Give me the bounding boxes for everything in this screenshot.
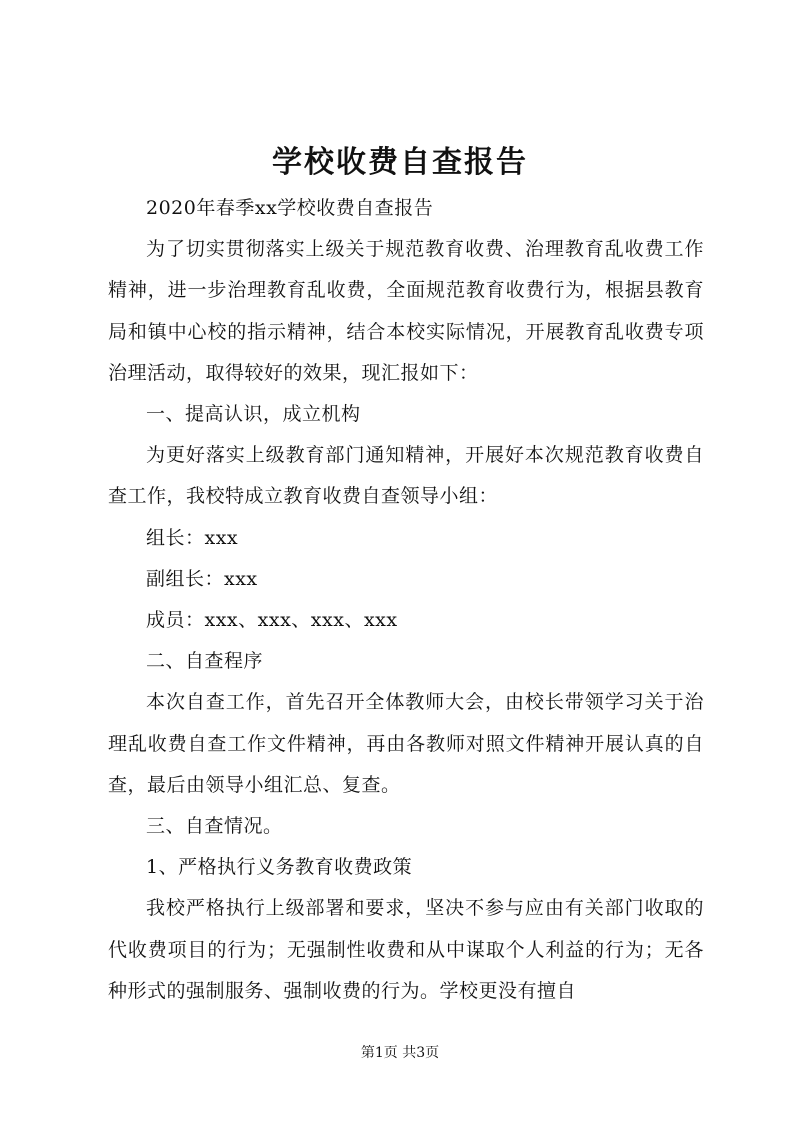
document-title: 学校收费自查报告 — [272, 145, 528, 180]
paragraph-subsection-1: 我校严格执行上级部署和要求，坚决不参与应由有关部门收取的代收费项目的行为；无强制性收费和从中谋取个人利益的行为；无各种形式的强制服务、强制收费的行为。学校更没有擅自 — [108, 897, 704, 1002]
section-heading-2: 二、自查程序 — [146, 650, 264, 673]
subsection-heading-1: 1、严格执行义务教育收费政策 — [146, 856, 413, 879]
paragraph-section-2: 本次自查工作，首先召开全体教师大会，由校长带领学习关于治理乱收费自查工作文件精神，再由各教师对照文件精神开展认真的自查，最后由领导小组汇总、复查。 — [108, 691, 704, 796]
paragraph-leader: 组长：xxx — [146, 526, 239, 549]
document-body — [108, 188, 704, 1012]
paragraph-intro: 为了切实贯彻落实上级关于规范教育收费、治理教育乱收费工作精神，进一步治理教育乱收费，全面规范教育收费行为，根据县教育局和镇中心校的指示精神，结合本校实际情况，开展教育乱收费专项治理活动，取得较好的效果，现汇报如下： — [108, 238, 704, 384]
paragraph-members: 成员：xxx、xxx、xxx、xxx — [146, 609, 398, 632]
paragraph-deputy-leader: 副组长：xxx — [146, 567, 258, 590]
section-heading-3: 三、自查情况。 — [146, 815, 283, 838]
page-footer: 第1页 共3页 — [360, 1045, 440, 1061]
section-heading-1: 一、提高认识，成立机构 — [146, 403, 361, 426]
paragraph-section-1: 为更好落实上级教育部门通知精神，开展好本次规范教育收费自查工作，我校特成立教育收费自查领导小组： — [108, 444, 704, 508]
paragraph-subtitle: 2020年春季xx学校收费自查报告 — [146, 197, 434, 219]
